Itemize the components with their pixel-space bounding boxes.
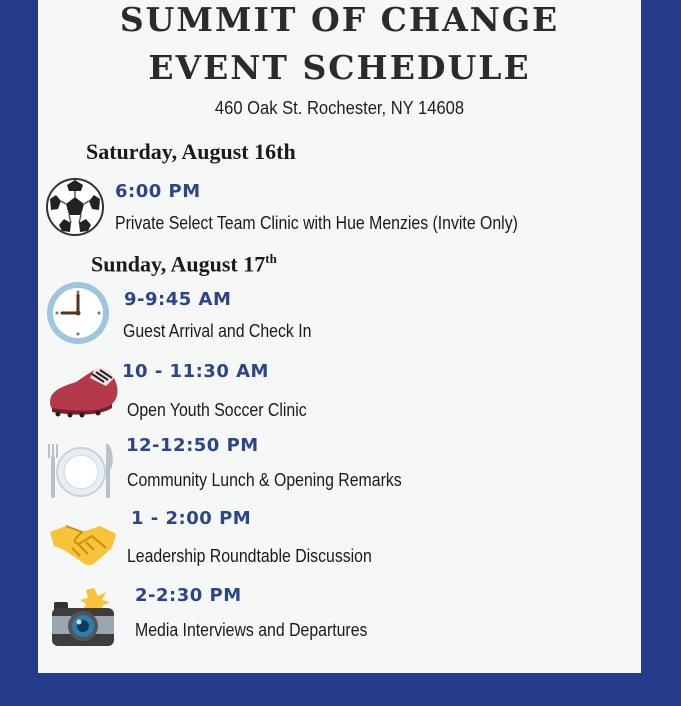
handshake-icon — [48, 518, 118, 570]
event-desc-5: Leadership Roundtable Discussion — [127, 546, 372, 566]
plate-cutlery-icon — [44, 440, 118, 502]
event-time-6: 2-2:30 PM — [135, 585, 242, 606]
event-desc-2: Guest Arrival and Check In — [123, 321, 312, 341]
day-sunday — [91, 251, 277, 277]
schedule-card — [38, 0, 641, 673]
event-desc-3: Open Youth Soccer Clinic — [127, 400, 307, 420]
clock-icon — [45, 280, 111, 346]
event-time-1: 6:00 PM — [115, 181, 201, 202]
event-desc-1: Private Select Team Clinic with Hue Menzies (Invite Only) — [115, 213, 518, 233]
day-sunday-suffix: th — [265, 251, 277, 266]
soccer-ball-icon — [45, 177, 105, 237]
day-sunday-label: Sunday, August 17 — [91, 251, 266, 277]
event-time-3: 10 - 11:30 AM — [122, 361, 269, 382]
soccer-cleat-icon — [46, 364, 122, 418]
day-saturday: Saturday, August 16th — [86, 139, 296, 164]
event-time-5: 1 - 2:00 PM — [131, 508, 252, 529]
event-desc-4: Community Lunch & Opening Remarks — [127, 470, 402, 490]
camera-flash-icon — [50, 588, 118, 648]
event-desc-6: Media Interviews and Departures — [135, 620, 368, 640]
event-time-4: 12-12:50 PM — [126, 435, 259, 456]
title-line-2: EVENT SCHEDULE — [148, 48, 531, 87]
event-time-2: 9-9:45 AM — [124, 289, 232, 310]
address: 460 Oak St. Rochester, NY 14608 — [214, 98, 465, 118]
title-line-1: SUMMIT OF CHANGE — [119, 0, 560, 39]
